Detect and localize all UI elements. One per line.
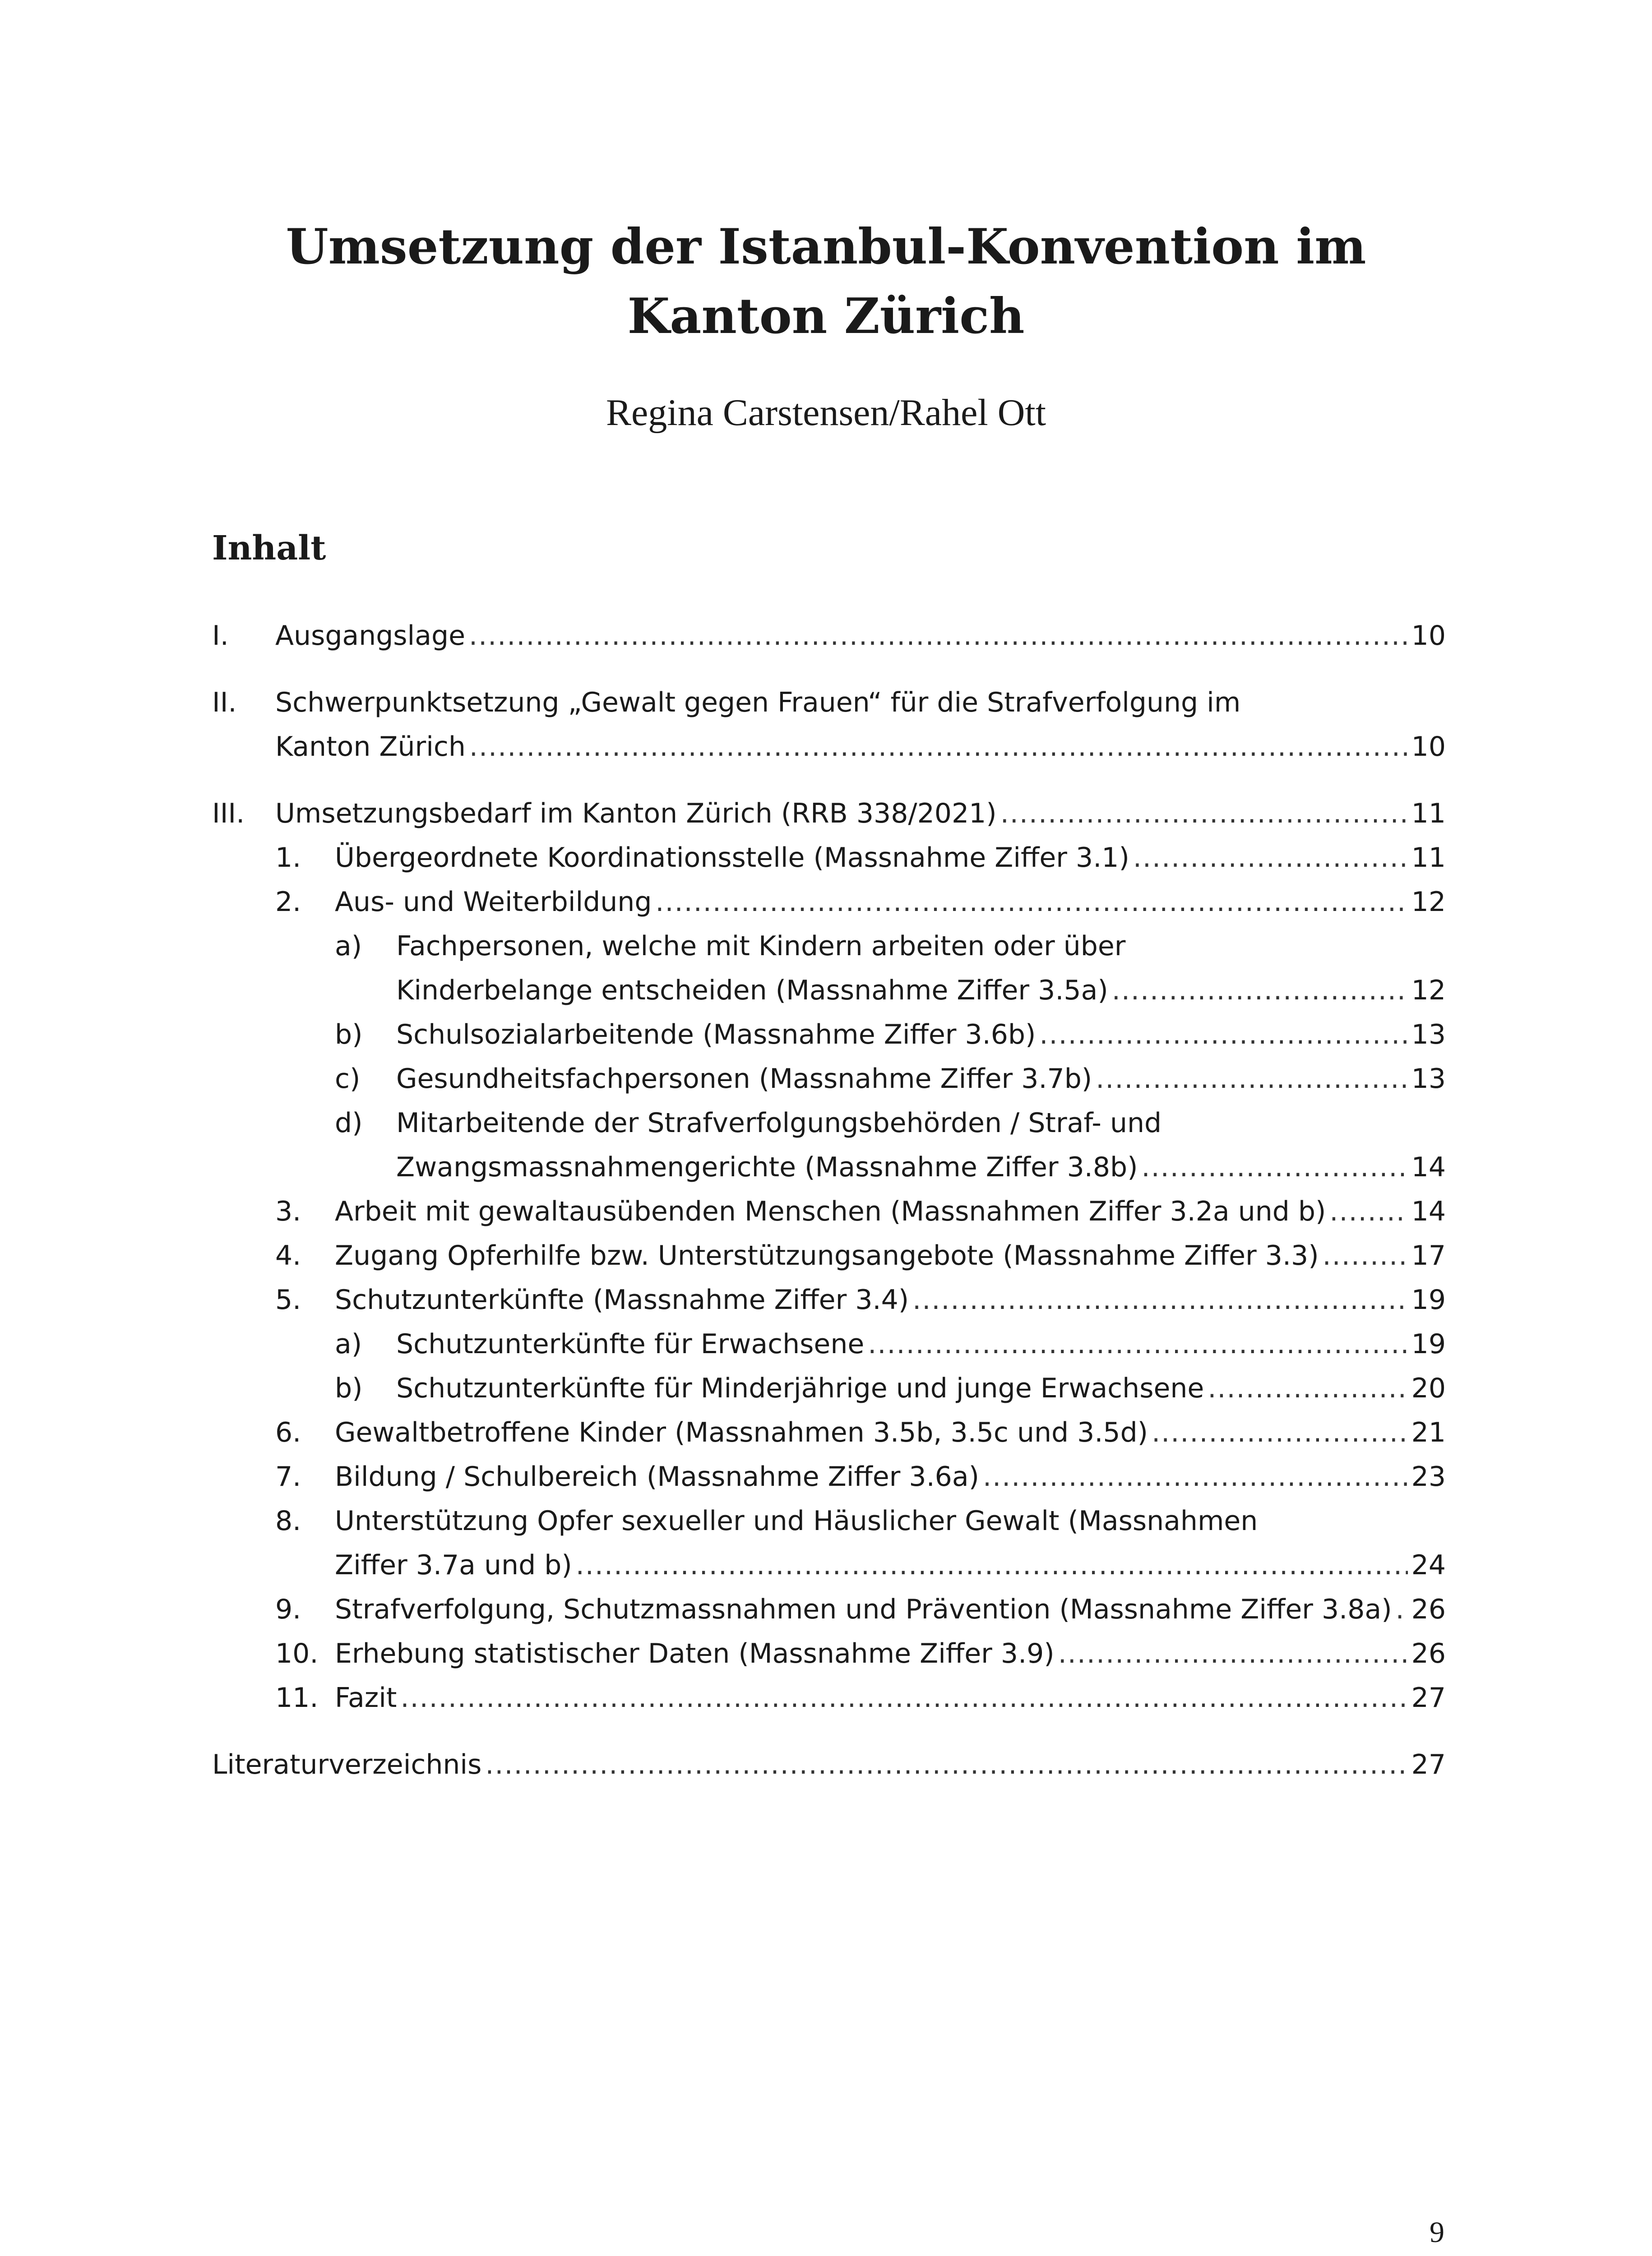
toc-leader-dots xyxy=(1112,968,1408,1012)
toc-leader-dots xyxy=(1039,1012,1407,1057)
toc-entry-number: 1. xyxy=(275,842,301,874)
toc-entry[interactable] xyxy=(212,1499,1446,1587)
toc-entry-number: 9. xyxy=(275,1594,301,1625)
toc-heading: Inhalt xyxy=(212,529,326,568)
toc-leader-dots xyxy=(469,725,1408,769)
title-line: Umsetzung der Istanbul-Konvention im xyxy=(286,218,1366,275)
toc-entry[interactable] xyxy=(212,614,1446,658)
toc-entry-title: Fachpersonen, welche mit Kindern arbeiten oder über xyxy=(396,930,1126,962)
toc-entry-title: Literaturverzeichnis xyxy=(212,1749,482,1780)
toc-entry[interactable] xyxy=(212,1101,1446,1189)
toc-entry-number: b) xyxy=(335,1373,363,1404)
toc-leader-dots xyxy=(983,1455,1408,1499)
toc-entry-page: 11 xyxy=(1411,842,1446,874)
toc-entry-page: 11 xyxy=(1411,798,1446,829)
toc-entry-title: Gewaltbetroffene Kinder (Massnahmen 3.5b, 3.5c und 3.5d) xyxy=(335,1417,1148,1448)
toc-entry-title: Schutzunterkünfte für Minderjährige und junge Erwachsene xyxy=(396,1373,1204,1404)
toc-entry-page: 24 xyxy=(1411,1549,1446,1581)
toc-entry[interactable] xyxy=(212,1632,1446,1676)
toc-entry-title: Schutzunterkünfte für Erwachsene xyxy=(396,1328,865,1360)
toc-entry-page: 23 xyxy=(1411,1461,1446,1493)
toc-entry-number: d) xyxy=(335,1107,363,1139)
toc-entry-number: 8. xyxy=(275,1505,301,1537)
toc-entry-title: Schulsozialarbeitende (Massnahme Ziffer 3.6b) xyxy=(396,1019,1036,1050)
toc-entry[interactable] xyxy=(212,924,1446,1012)
toc-entry[interactable] xyxy=(212,680,1446,769)
toc-entry[interactable] xyxy=(212,791,1446,836)
toc-entry-number: b) xyxy=(335,1019,363,1050)
toc-entry[interactable] xyxy=(212,1189,1446,1234)
toc-entry-title: Arbeit mit gewaltausübenden Menschen (Massnahmen Ziffer 3.2a und b) xyxy=(335,1196,1326,1227)
toc-leader-dots xyxy=(912,1278,1407,1322)
toc-entry-title: Übergeordnete Koordinationsstelle (Massnahme Ziffer 3.1) xyxy=(335,842,1129,874)
toc-entry-number: 7. xyxy=(275,1461,301,1493)
toc-leader-dots xyxy=(1323,1234,1408,1278)
toc-entry-page: 17 xyxy=(1411,1240,1446,1271)
toc-entry-title: Schutzunterkünfte (Massnahme Ziffer 3.4) xyxy=(335,1284,909,1316)
toc-entry[interactable] xyxy=(212,1366,1446,1410)
toc-entry-number: 10. xyxy=(275,1638,319,1669)
toc-entry-title: Erhebung statistischer Daten (Massnahme Ziffer 3.9) xyxy=(335,1638,1055,1669)
title-line: Kanton Zürich xyxy=(627,288,1025,345)
toc-leader-dots xyxy=(1208,1366,1407,1410)
toc-entry[interactable] xyxy=(212,1234,1446,1278)
toc-entry-page: 10 xyxy=(1411,731,1446,763)
toc-entry-title: Mitarbeitende der Strafverfolgungsbehörden / Straf- und xyxy=(396,1107,1162,1139)
toc-entry-page: 13 xyxy=(1411,1019,1446,1050)
toc-entry-page: 20 xyxy=(1411,1373,1446,1404)
toc-leader-dots xyxy=(485,1743,1407,1787)
toc-leader-dots xyxy=(868,1322,1407,1366)
toc-entry-title: Aus- und Weiterbildung xyxy=(335,886,652,918)
toc-entry-title: Bildung / Schulbereich (Massnahme Ziffer 3.6a) xyxy=(335,1461,979,1493)
table-of-contents xyxy=(212,614,1446,1787)
toc-leader-dots xyxy=(1133,836,1408,880)
toc-entry-page: 19 xyxy=(1411,1284,1446,1316)
toc-entry-number: c) xyxy=(335,1063,361,1095)
toc-entry-title: Zugang Opferhilfe bzw. Unterstützungsangebote (Massnahme Ziffer 3.3) xyxy=(335,1240,1319,1271)
toc-leader-dots xyxy=(1329,1189,1407,1234)
toc-leader-dots xyxy=(1000,791,1408,836)
toc-entry-title: Kanton Zürich xyxy=(275,731,466,763)
toc-entry-page: 12 xyxy=(1411,886,1446,918)
toc-entry-number: II. xyxy=(212,687,237,718)
toc-leader-dots xyxy=(1152,1410,1408,1455)
toc-entry-page: 14 xyxy=(1411,1196,1446,1227)
toc-entry-page: 27 xyxy=(1411,1682,1446,1714)
toc-entry-page: 14 xyxy=(1411,1151,1446,1183)
toc-leader-dots xyxy=(1096,1057,1407,1101)
toc-entry-number: I. xyxy=(212,620,229,652)
toc-entry-title: Umsetzungsbedarf im Kanton Zürich (RRB 338/2021) xyxy=(275,798,997,829)
toc-leader-dots xyxy=(400,1676,1407,1720)
toc-entry-title: Kinderbelange entscheiden (Massnahme Ziffer 3.5a) xyxy=(396,975,1108,1006)
toc-entry-title: Ziffer 3.7a und b) xyxy=(335,1549,572,1581)
toc-entry-title: Unterstützung Opfer sexueller und Häuslicher Gewalt (Massnahmen xyxy=(335,1505,1258,1537)
toc-entry-title: Strafverfolgung, Schutzmassnahmen und Prävention (Massnahme Ziffer 3.8a) xyxy=(335,1594,1392,1625)
toc-entry[interactable] xyxy=(212,1455,1446,1499)
toc-entry-number: 5. xyxy=(275,1284,301,1316)
toc-entry-number: 3. xyxy=(275,1196,301,1227)
toc-entry-title: Fazit xyxy=(335,1682,397,1714)
toc-entry-page: 10 xyxy=(1411,620,1446,652)
toc-entry-page: 26 xyxy=(1411,1638,1446,1669)
toc-leader-dots xyxy=(655,880,1407,924)
toc-entry-title: Gesundheitsfachpersonen (Massnahme Ziffer 3.7b) xyxy=(396,1063,1092,1095)
toc-leader-dots xyxy=(1396,1587,1408,1632)
toc-entry[interactable] xyxy=(212,1743,1446,1787)
toc-entry[interactable] xyxy=(212,1676,1446,1720)
toc-entry-page: 13 xyxy=(1411,1063,1446,1095)
toc-entry-title: Zwangsmassnahmengerichte (Massnahme Ziffer 3.8b) xyxy=(396,1151,1138,1183)
toc-entry[interactable] xyxy=(212,1587,1446,1632)
toc-entry-page: 19 xyxy=(1411,1328,1446,1360)
toc-leader-dots xyxy=(576,1543,1408,1587)
toc-entry[interactable] xyxy=(212,1057,1446,1101)
toc-leader-dots xyxy=(1058,1632,1408,1676)
toc-entry-number: III. xyxy=(212,798,245,829)
authors: Regina Carstensen/Rahel Ott xyxy=(606,392,1046,434)
page-number: 9 xyxy=(1430,2216,1444,2249)
toc-entry-number: a) xyxy=(335,1328,362,1360)
toc-entry-number: 6. xyxy=(275,1417,301,1448)
toc-entry-title: Ausgangslage xyxy=(275,620,465,652)
document-title xyxy=(0,212,1652,351)
toc-entry[interactable] xyxy=(212,1278,1446,1322)
toc-entry-page: 21 xyxy=(1411,1417,1446,1448)
toc-entry[interactable] xyxy=(212,836,1446,880)
toc-entry[interactable] xyxy=(212,1410,1446,1455)
toc-entry-page: 12 xyxy=(1411,975,1446,1006)
toc-entry-number: a) xyxy=(335,930,362,962)
toc-leader-dots xyxy=(469,614,1408,658)
toc-entry[interactable] xyxy=(212,1322,1446,1366)
toc-entry-page: 26 xyxy=(1411,1594,1446,1625)
toc-entry-number: 11. xyxy=(275,1682,319,1714)
toc-leader-dots xyxy=(1142,1145,1408,1189)
toc-entry-page: 27 xyxy=(1411,1749,1446,1780)
toc-entry[interactable] xyxy=(212,1012,1446,1057)
toc-entry[interactable] xyxy=(212,880,1446,924)
toc-entry-number: 4. xyxy=(275,1240,301,1271)
toc-entry-title: Schwerpunktsetzung „Gewalt gegen Frauen“ für die Strafverfolgung im xyxy=(275,687,1241,718)
toc-entry-number: 2. xyxy=(275,886,301,918)
